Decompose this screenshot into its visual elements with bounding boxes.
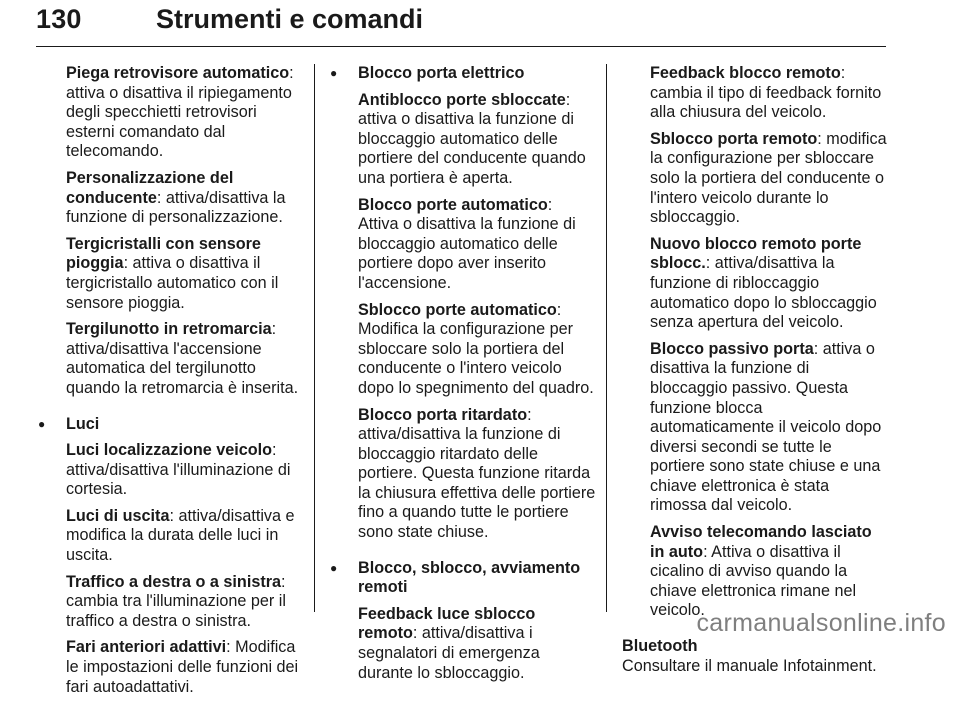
setting-item: Sblocco porta remoto: modifica la configurazione per sbloccare solo la portiera del conducente o l'intero veicolo durante lo sbloccaggio.	[650, 129, 887, 227]
setting-item: Luci di uscita: attiva/disattiva e modifica la durata delle luci in uscita.	[66, 506, 295, 565]
section-text-bluetooth: Consultare il manuale Infotainment.	[622, 656, 877, 675]
setting-item: Sblocco porte automatico: Modifica la configurazione per sbloccare solo la portiera del conducente o l'intero veicolo dopo lo spegnimento del quadro.	[358, 300, 594, 397]
setting-item: Tergicristalli con sensore pioggia: attiva o disattiva il tergicristallo automatico con il sensore pioggia.	[66, 234, 279, 312]
setting-item: Tergilunotto in retromarcia: attiva/disattiva l'accensione automatica del tergilunotto quando la retromarcia è inserita.	[66, 320, 299, 397]
column-middle	[330, 64, 596, 690]
column-divider-right	[606, 64, 607, 612]
bullet-heading-remote: ● Blocco, sblocco, avviamento remoti	[330, 559, 596, 598]
page-number: 130	[36, 4, 82, 34]
column-divider-left	[314, 64, 315, 612]
bullet-heading-lights: ● Luci	[38, 415, 302, 435]
setting-item: Antiblocco porte sbloccate: attiva o disattiva la funzione di bloccaggio automatico delle portiere del conducente quando una portiera è aperta.	[358, 90, 586, 187]
setting-item: Traffico a destra o a sinistra: cambia tra l'illuminazione per il traffico a destra o sinistra.	[66, 572, 286, 630]
section-title-bluetooth: Bluetooth Consultare il manuale Infotainment.	[622, 637, 877, 675]
bullet-heading-door-lock: ● Blocco porta elettrico	[330, 64, 596, 84]
setting-item: Blocco porte automatico: Attiva o disattiva la funzione di bloccaggio automatico delle portiere dopo aver inserito l'accensione.	[358, 195, 576, 292]
setting-item: Feedback blocco remoto: cambia il tipo di feedback fornito alla chiusura del veicolo.	[650, 64, 882, 122]
watermark: carmanualsonline.info	[696, 609, 946, 637]
page-header	[36, 0, 886, 47]
setting-item: Piega retrovisore automatico: attiva o disattiva il ripiegamento degli specchietti retrovisori esterni comandato dal telecomando.	[66, 64, 294, 161]
page-title: Strumenti e comandi	[156, 4, 424, 34]
column-left	[38, 64, 302, 704]
setting-item: Blocco passivo porta: attiva o disattiva la funzione di bloccaggio passivo. Questa funzione blocca automaticamente il veicolo dopo diversi secondi se tutte le portiere sono state chiuse e una chiave elettronica è stata rimossa dal veicolo.	[650, 339, 882, 515]
setting-item: Nuovo blocco remoto porte sblocc.: attiva/disattiva la funzione di ribloccaggio automatico dopo lo sbloccaggio senza apertura del veicolo.	[650, 234, 877, 332]
setting-item: Personalizzazione del conducente: attiva/disattiva la funzione di personalizzazione.	[66, 168, 286, 227]
setting-item: Luci localizzazione veicolo: attiva/disattiva l'illuminazione di cortesia.	[66, 441, 291, 499]
setting-item: Blocco porta ritardato: attiva/disattiva la funzione di bloccaggio ritardato delle portiere. Questa funzione ritarda la chiusura effettiva delle portiere fino a quando tutte le portiere sono state chiuse.	[358, 405, 596, 542]
setting-item: Fari anteriori adattivi: Modifica le impostazioni delle funzioni dei fari autoadattativi.	[66, 638, 299, 696]
setting-item: Feedback luce sblocco remoto: attiva/disattiva i segnalatori di emergenza durante lo sbloccaggio.	[358, 604, 540, 682]
column-right	[622, 64, 888, 683]
setting-item: Avviso telecomando lasciato in auto: Attiva o disattiva il cicalino di avviso quando la chiave elettronica rimane nel veicolo.	[650, 523, 872, 620]
